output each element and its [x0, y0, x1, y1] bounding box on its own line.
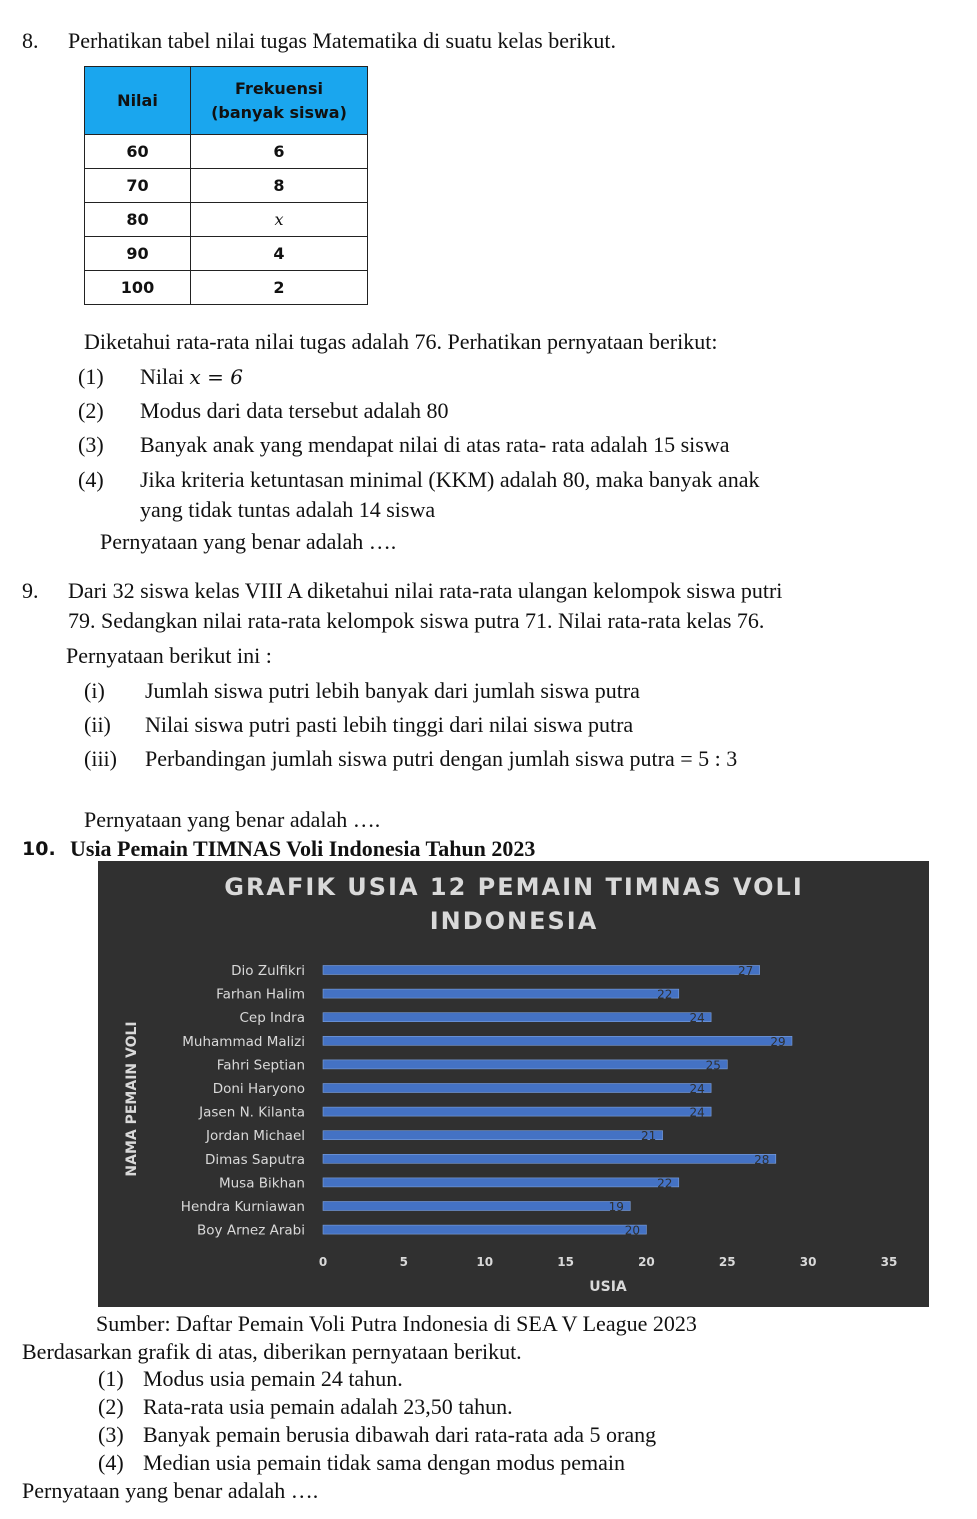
age-bar-chart — [98, 861, 929, 1307]
bar-label: Dimas Saputra — [205, 1151, 305, 1168]
bar-value-label: 25 — [705, 1058, 721, 1073]
q9-number: 9. — [22, 578, 39, 603]
q8-closing: Pernyataan yang benar adalah …. — [100, 529, 397, 554]
x-tick-label: 35 — [880, 1255, 898, 1269]
q10-statement-4: Median usia pemain tidak sama dengan modus pemain — [143, 1450, 626, 1475]
bar-value-label: 29 — [770, 1034, 786, 1049]
bar-value-label: 22 — [657, 1176, 673, 1191]
bar — [323, 1131, 663, 1140]
q9-line2: 79. Sedangkan nilai rata-rata kelompok siswa putra 71. Nilai rata-rata kelas 76. — [68, 608, 765, 633]
bar — [323, 1178, 679, 1187]
q10-statement-3-num: (3) — [98, 1422, 124, 1447]
bar-label: Boy Arnez Arabi — [197, 1222, 305, 1239]
q9-line1: Dari 32 siswa kelas VIII A diketahui nilai rata-rata ulangan kelompok siswa putri — [68, 578, 783, 603]
q8-question: Perhatikan tabel nilai tugas Matematika di suatu kelas berikut. — [68, 28, 617, 53]
q10-statement-2: Rata-rata usia pemain adalah 23,50 tahun. — [143, 1394, 513, 1419]
header-nilai: Nilai — [85, 67, 191, 135]
q9-statement-iii: Perbandingan jumlah siswa putri dengan jumlah siswa putra = 5 : 3 — [145, 746, 738, 771]
q8-statement-3: Banyak anak yang mendapat nilai di atas rata- rata adalah 15 siswa — [140, 432, 730, 457]
table-row: 90 4 — [85, 237, 368, 271]
bar-label: Jordan Michael — [206, 1128, 305, 1145]
q10-closing: Pernyataan yang benar adalah …. — [22, 1478, 319, 1503]
q9-statement-i: Jumlah siswa putri lebih banyak dari jumlah siswa putra — [145, 678, 640, 703]
chart-title-line2: INDONESIA — [429, 907, 599, 935]
table-row: 80 x — [85, 203, 368, 237]
x-tick-label: 30 — [799, 1255, 817, 1269]
bar — [323, 1225, 646, 1234]
bar-label: Musa Bikhan — [218, 1175, 305, 1192]
q10-statement-4-num: (4) — [98, 1450, 124, 1475]
y-axis-label: NAMA PEMAIN VOLI — [124, 1021, 140, 1177]
bar — [323, 1154, 776, 1163]
x-tick-label: 10 — [476, 1255, 494, 1269]
bar-value-label: 19 — [608, 1200, 624, 1214]
q8-statement-4: Jika kriteria ketuntasan minimal (KKM) adalah 80, maka banyak anak — [140, 467, 760, 492]
q10-number: 10. — [22, 838, 56, 860]
q8-statement-3-num: (3) — [78, 432, 104, 457]
q8-statement-4-cont: yang tidak tuntas adalah 14 siswa — [140, 497, 436, 522]
bar-label: Farhan Halim — [216, 986, 305, 1003]
table-row: 60 6 — [85, 135, 368, 169]
bar-value-label: 27 — [737, 964, 754, 978]
chart-title-line1: GRAFIK USIA 12 PEMAIN TIMNAS VOLI — [224, 873, 804, 901]
bar-value-label: 22 — [657, 987, 673, 1002]
x-tick-label: 25 — [718, 1255, 736, 1269]
bar-value-label: 21 — [640, 1129, 657, 1144]
q10-source: Sumber: Daftar Pemain Voli Putra Indonesia di SEA V League 2023 — [96, 1311, 697, 1336]
x-tick-label: 20 — [638, 1255, 655, 1269]
table-row: 70 8 — [85, 169, 368, 203]
bar-label: Cep Indra — [239, 1010, 305, 1027]
q8-statement-2-num: (2) — [78, 398, 104, 423]
q10-statement-1: Modus usia pemain 24 tahun. — [143, 1366, 403, 1391]
bar-value-label: 24 — [689, 1011, 705, 1026]
q9-statement-iii-num: (iii) — [84, 746, 117, 771]
bar-value-label: 20 — [624, 1223, 641, 1238]
bar — [323, 1060, 727, 1069]
bar-value-label: 28 — [754, 1152, 770, 1167]
q8-statement-1-num: (1) — [78, 364, 104, 389]
q10-intro: Berdasarkan grafik di atas, diberikan pernyataan berikut. — [22, 1339, 522, 1364]
q9-statement-ii-num: (ii) — [84, 712, 111, 737]
x-tick-label: 15 — [557, 1255, 574, 1269]
bar — [323, 1107, 711, 1116]
q8-number: 8. — [22, 28, 39, 53]
frequency-table — [84, 66, 368, 305]
bar — [323, 1013, 711, 1022]
bar-label: Jasen N. Kilanta — [199, 1104, 305, 1121]
x-tick-label: 0 — [318, 1255, 328, 1269]
bar — [323, 1202, 630, 1211]
bar — [323, 989, 679, 998]
header-frekuensi: Frekuensi (banyak siswa) — [191, 67, 368, 135]
q9-statement-ii: Nilai siswa putri pasti lebih tinggi dari nilai siswa putra — [145, 712, 634, 737]
bar-label: Doni Haryono — [212, 1081, 305, 1097]
q9-statement-i-num: (i) — [84, 678, 105, 703]
q8-statement-1: Nilai x = 6 — [140, 364, 243, 389]
q9-closing: Pernyataan yang benar adalah …. — [84, 807, 381, 832]
q10-statement-3: Banyak pemain berusia dibawah dari rata-rata ada 5 orang — [143, 1422, 657, 1447]
q10-statement-1-num: (1) — [98, 1366, 124, 1391]
bar — [323, 1084, 711, 1093]
bar-label: Muhammad Malizi — [182, 1033, 305, 1050]
q9-intro: Pernyataan berikut ini : — [66, 643, 272, 668]
table-row: 100 2 — [85, 271, 368, 305]
bar — [323, 1036, 792, 1045]
bar-label: Fahri Septian — [216, 1057, 305, 1074]
x-axis-label: USIA — [589, 1279, 627, 1295]
bar — [323, 966, 760, 975]
bar-value-label: 24 — [689, 1105, 705, 1120]
bar-label: Hendra Kurniawan — [180, 1199, 305, 1215]
x-tick-label: 5 — [399, 1255, 409, 1269]
q8-intro: Diketahui rata-rata nilai tugas adalah 76. Perhatikan pernyataan berikut: — [84, 329, 718, 354]
bar-label: Dio Zulfikri — [231, 963, 305, 979]
q8-statement-2: Modus dari data tersebut adalah 80 — [140, 398, 449, 423]
bar-value-label: 24 — [689, 1082, 705, 1096]
q8-statement-4-num: (4) — [78, 467, 104, 492]
q10-title: Usia Pemain TIMNAS Voli Indonesia Tahun 2023 — [70, 836, 536, 861]
q10-statement-2-num: (2) — [98, 1394, 124, 1419]
